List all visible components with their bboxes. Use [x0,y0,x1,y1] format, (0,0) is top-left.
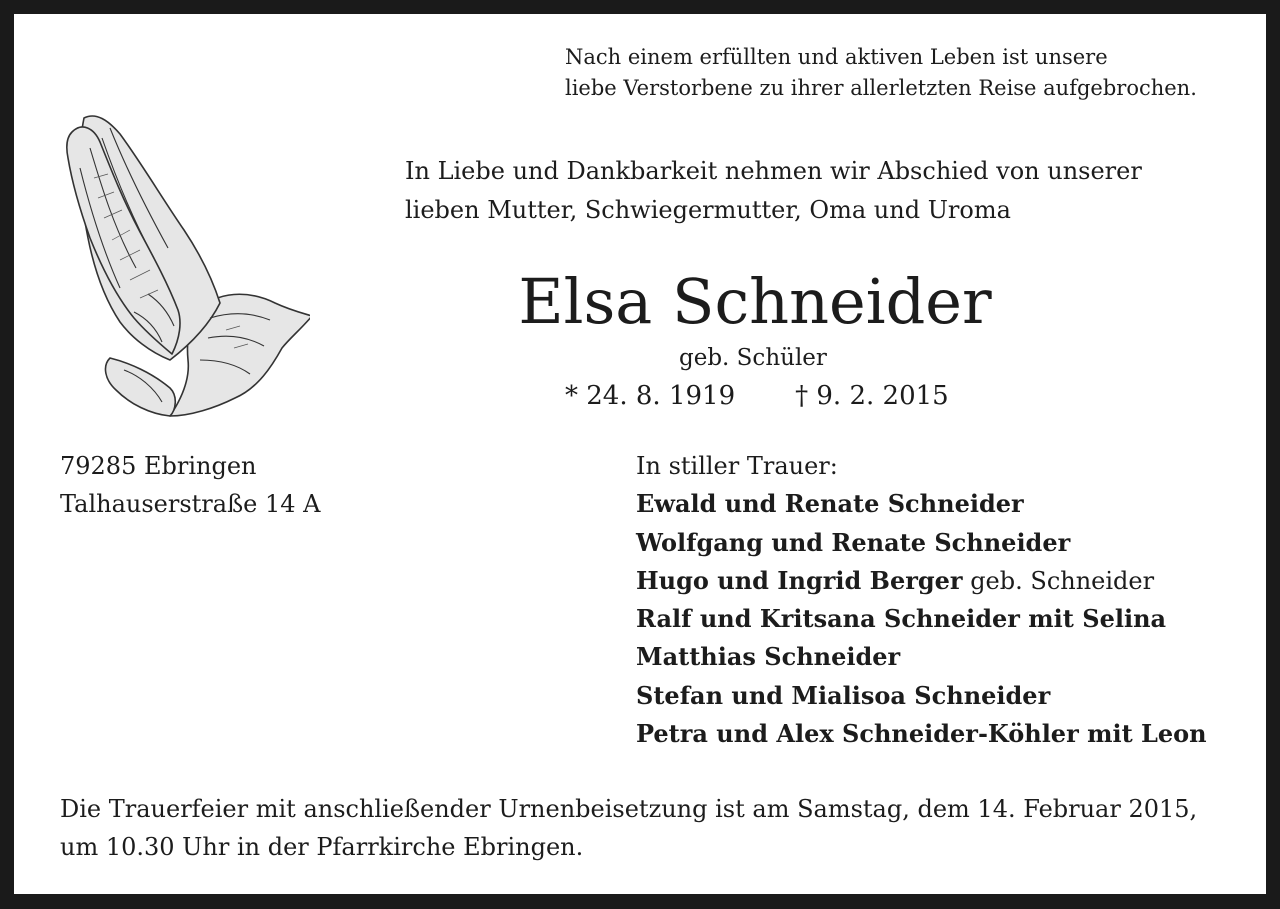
birth-date: * 24. 8. 1919 [565,381,736,411]
mourner-name: Stefan und Mialisoa Schneider [636,680,1051,710]
mourner-name: Ewald und Renate Schneider [636,489,1024,519]
list-item [636,485,1207,523]
list-item [636,600,1207,638]
address [60,447,320,523]
mourner-note: geb. Schneider [962,566,1155,595]
list-item [636,562,1207,600]
funeral-line-1: Die Trauerfeier mit anschließender Urnenbeisetzung ist am Samstag, dem 14. Februar 2015, [60,795,1198,823]
list-item [636,715,1207,753]
intro-line-2: liebe Verstorbene zu ihrer allerletzten Reise aufgebrochen. [565,76,1197,100]
address-line-1: 79285 Ebringen [60,452,257,480]
funeral-line-2: um 10.30 Uhr in der Pfarrkirche Ebringen. [60,833,584,861]
farewell-text [405,152,1142,230]
deceased-name: Elsa Schneider [518,265,992,338]
intro-text [565,42,1197,104]
list-item [636,524,1207,562]
mourner-name: Hugo und Ingrid Berger [636,565,963,595]
farewell-line-1: In Liebe und Dankbarkeit nehmen wir Abschied von unserer [405,157,1142,185]
obituary-card [14,14,1266,894]
mourners-heading: In stiller Trauer: [636,452,838,480]
mourner-name: Matthias Schneider [636,642,901,672]
list-item [636,677,1207,715]
address-line-2: Talhauserstraße 14 A [60,490,321,518]
mourner-name: Petra und Alex Schneider-Köhler mit Leon [636,719,1207,749]
list-item [636,638,1207,676]
intro-line-1: Nach einem erfüllten und aktiven Leben ist unsere [565,45,1108,69]
funeral-notice [60,790,1197,866]
life-dates [565,378,949,414]
death-date: † 9. 2. 2015 [795,381,949,411]
mourners-list [636,447,1207,753]
mourner-name: Wolfgang und Renate Schneider [636,527,1071,557]
mourner-name: Ralf und Kritsana Schneider mit Selina [636,604,1167,634]
maiden-name: geb. Schüler [679,345,827,371]
praying-hands-icon [50,98,310,418]
farewell-line-2: lieben Mutter, Schwiegermutter, Oma und Uroma [405,196,1011,224]
